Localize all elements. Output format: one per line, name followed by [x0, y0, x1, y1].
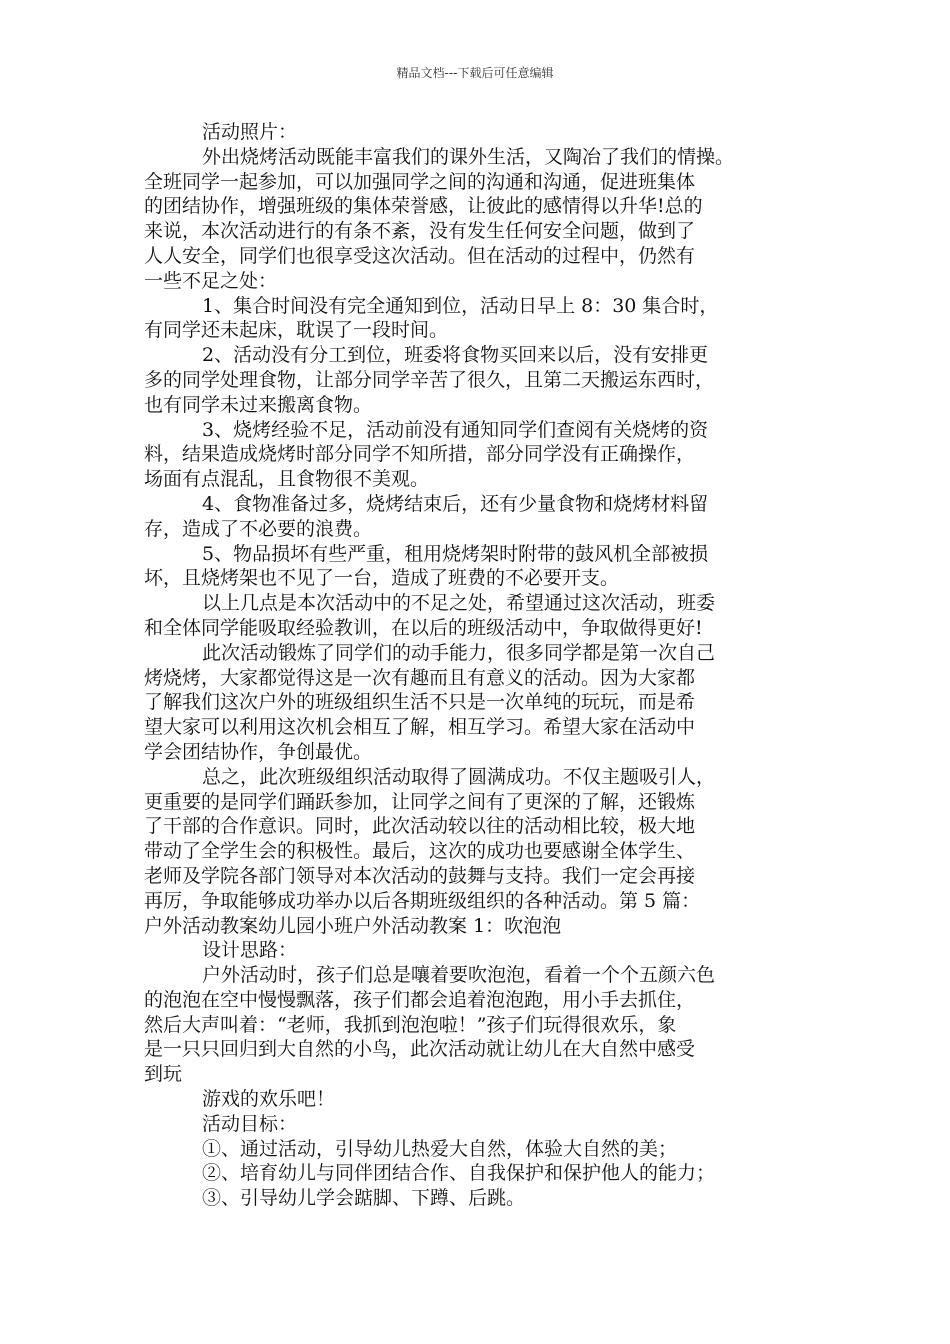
text-line: 5、物品损坏有些严重，租用烧烤架时附带的鼓风机全部被损	[202, 542, 709, 565]
text-line: 的泡泡在空中慢慢飘落，孩子们都会追着泡泡跑，用小手去抓住，	[144, 988, 696, 1011]
text-line: 4、食物准备过多，烧烤结束后，还有少量食物和烧烤材料留	[202, 492, 709, 515]
text-line: 了解我们这次户外的班级组织生活不只是一次单纯的玩玩，而是希	[144, 691, 696, 714]
text-line: 望大家可以利用这次机会相互了解，相互学习。希望大家在活动中	[144, 716, 696, 739]
text-line: 了干部的合作意识。同时，此次活动较以往的活动相比较，极大地	[144, 815, 696, 838]
text-line: 坏，且烧烤架也不见了一台，造成了班费的不必要开支。	[144, 567, 620, 590]
text-line: 老师及学院各部门领导对本次活动的鼓舞与支持。我们一定会再接	[144, 864, 696, 887]
text-line: 场面有点混乱，且食物很不美观。	[144, 468, 430, 491]
text-line: 是一只只回归到大自然的小鸟，此次活动就让幼儿在大自然中感受	[144, 1038, 696, 1061]
text-line: 多的同学处理食物，让部分同学辛苦了很久，且第二天搬运东西时，	[144, 368, 715, 391]
text-line: 1、集合时间没有完全通知到位，活动日早上 8：30 集合时，	[202, 294, 719, 317]
text-line: 再厉，争取能够成功举办以后各期班级组织的各种活动。第 5 篇：	[144, 889, 701, 912]
text-line: 的团结协作，增强班级的集体荣誉感，让彼此的感情得以升华!总的	[144, 195, 703, 218]
text-line: 然后大声叫着：“老师，我抓到泡泡啦！”孩子们玩得很欢乐，象	[144, 1013, 677, 1036]
text-line: 设计思路：	[202, 939, 298, 962]
text-line: 来说，本次活动进行的有条不紊，没有发生任何安全问题，做到了	[144, 220, 696, 243]
text-line: ②、培育幼儿与同伴团结合作、自我保护和保护他人的能力；	[202, 1162, 716, 1185]
text-line: 有同学还未起床，耽误了一段时间。	[144, 319, 449, 342]
text-line: 户外活动时，孩子们总是嚷着要吹泡泡，看着一个个五颜六色	[202, 964, 716, 987]
text-line: 此次活动锻炼了同学们的动手能力，很多同学都是第一次自己	[202, 641, 716, 664]
text-line: 以上几点是本次活动中的不足之处，希望通过这次活动，班委	[202, 592, 716, 615]
text-line: 全班同学一起参加，可以加强同学之间的沟通和沟通，促进班集体	[144, 170, 696, 193]
text-line: 人人安全，同学们也很享受这次活动。但在活动的过程中，仍然有	[144, 244, 696, 267]
page-header: 精品文档---下载后可任意编辑	[396, 66, 554, 80]
text-line: 外出烧烤活动既能丰富我们的课外生活，又陶冶了我们的情操。	[202, 145, 735, 168]
text-line: 活动目标：	[202, 1112, 298, 1135]
text-line: 存，造成了不必要的浪费。	[144, 517, 373, 540]
text-line: 3、烧烤经验不足，活动前没有通知同学们查阅有关烧烤的资	[202, 418, 709, 441]
text-line: 和全体同学能吸取经验教训，在以后的班级活动中，争取做得更好!	[144, 616, 703, 639]
text-line: 带动了全学生会的积极性。最后，这次的成功也要感谢全体学生、	[144, 840, 696, 863]
text-line: 到玩	[144, 1063, 183, 1086]
text-line: 2、活动没有分工到位，班委将食物买回来以后，没有安排更	[202, 344, 709, 367]
text-line: 活动照片：	[202, 121, 298, 143]
text-line: ①、通过活动，引导幼儿热爱大自然，体验大自然的美；	[202, 1137, 678, 1160]
text-line: 一些不足之处：	[144, 269, 278, 292]
text-line: 料，结果造成烧烤时部分同学不知所措，部分同学没有正确操作，	[144, 443, 696, 466]
text-line: 也有同学未过来搬离食物。	[144, 393, 373, 416]
text-line: 户外活动教案幼儿园小班户外活动教案 1：吹泡泡	[144, 914, 562, 937]
text-line: ③、引导幼儿学会踮脚、下蹲、后跳。	[202, 1187, 526, 1210]
text-line: 游戏的欢乐吧！	[202, 1088, 336, 1111]
text-line: 总之，此次班级组织活动取得了圆满成功。不仅主题吸引人，	[202, 765, 716, 788]
text-line: 烤烧烤，大家都觉得这是一次有趣而且有意义的活动。因为大家都	[144, 666, 696, 689]
text-line: 更重要的是同学们踊跃参加，让同学之间有了更深的了解，还锻炼	[144, 790, 696, 813]
text-line: 学会团结协作，争创最优。	[144, 740, 373, 763]
document-body	[144, 120, 814, 1211]
